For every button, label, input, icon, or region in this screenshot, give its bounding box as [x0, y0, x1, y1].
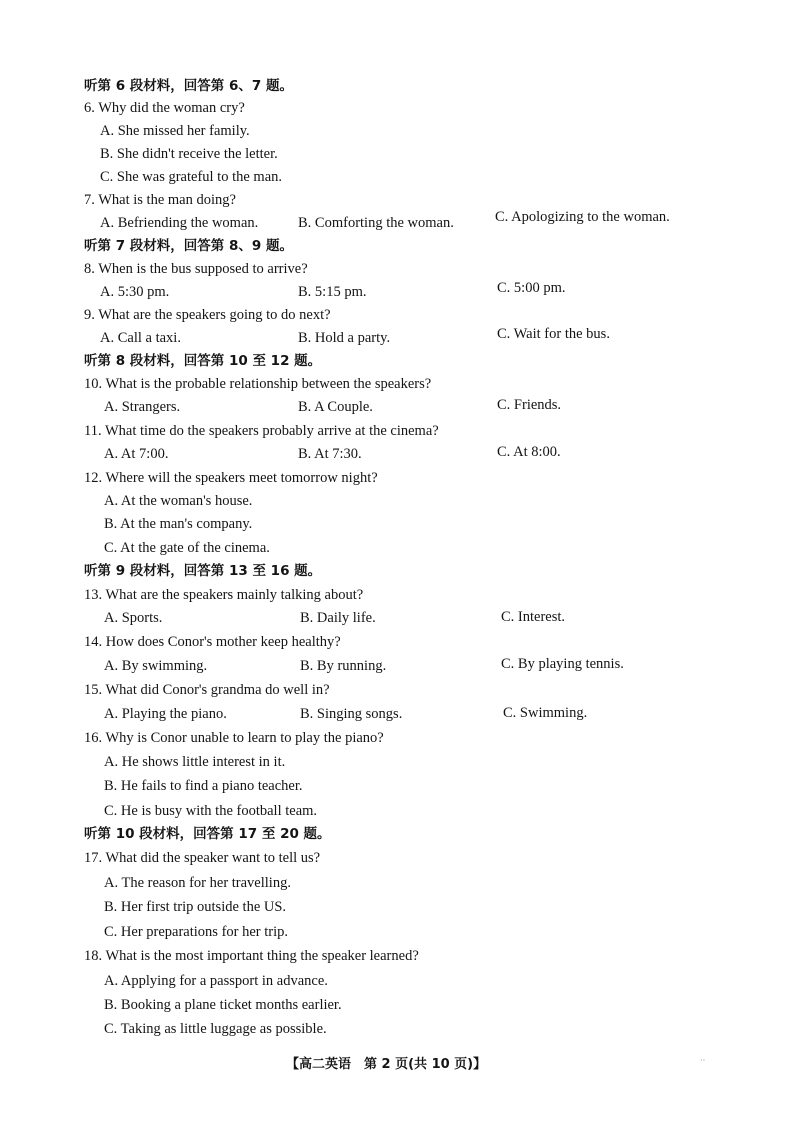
question-11-stem: 11. What time do the speakers probably arrive at the cinema? [84, 423, 439, 439]
question-15-option-b: B. Singing songs. [300, 706, 403, 722]
question-8-option-a: A. 5:30 pm. [100, 284, 170, 300]
question-18-option-a: A. Applying for a passport in advance. [104, 973, 328, 989]
question-12-option-b: B. At the man's company. [104, 516, 253, 532]
question-16-option-c: C. He is busy with the football team. [104, 803, 318, 819]
question-12-option-a: A. At the woman's house. [104, 493, 253, 509]
question-17-option-c: C. Her preparations for her trip. [104, 924, 289, 940]
section-header-10: 听第 10 段材料，回答第 17 至 20 题。 [84, 826, 331, 842]
question-15-option-a: A. Playing the piano. [104, 706, 227, 722]
question-7-option-a: A. Befriending the woman. [100, 215, 259, 231]
question-7-stem: 7. What is the man doing? [84, 192, 236, 208]
question-7-option-b: B. Comforting the woman. [298, 215, 454, 231]
corner-mark: ·· [700, 1056, 706, 1065]
question-6-option-c: C. She was grateful to the man. [100, 169, 283, 185]
question-8-stem: 8. When is the bus supposed to arrive? [84, 261, 308, 277]
question-13-option-b: B. Daily life. [300, 610, 376, 626]
section-header-6: 听第 6 段材料，回答第 6、7 题。 [84, 78, 293, 94]
question-6-option-b: B. She didn't receive the letter. [100, 146, 278, 162]
question-11-option-a: A. At 7:00. [104, 446, 169, 462]
question-15-stem: 15. What did Conor's grandma do well in? [84, 682, 330, 698]
question-17-stem: 17. What did the speaker want to tell us? [84, 850, 321, 866]
question-9-stem: 9. What are the speakers going to do next? [84, 307, 331, 323]
question-9-option-b: B. Hold a party. [298, 330, 391, 346]
question-11-option-b: B. At 7:30. [298, 446, 362, 462]
question-9-option-c: C. Wait for the bus. [497, 326, 610, 342]
question-13-option-c: C. Interest. [501, 609, 566, 625]
question-14-option-a: A. By swimming. [104, 658, 208, 674]
question-6-option-a: A. She missed her family. [100, 123, 250, 139]
question-10-option-a: A. Strangers. [104, 399, 181, 415]
question-8-option-c: C. 5:00 pm. [497, 280, 566, 296]
question-14-option-c: C. By playing tennis. [501, 656, 624, 672]
question-9-option-a: A. Call a taxi. [100, 330, 181, 346]
question-14-stem: 14. How does Conor's mother keep healthy? [84, 634, 341, 650]
question-13-stem: 13. What are the speakers mainly talking about? [84, 587, 364, 603]
question-16-option-a: A. He shows little interest in it. [104, 754, 286, 770]
question-13-option-a: A. Sports. [104, 610, 163, 626]
question-18-stem: 18. What is the most important thing the speaker learned? [84, 948, 419, 964]
question-18-option-c: C. Taking as little luggage as possible. [104, 1021, 327, 1037]
question-11-option-c: C. At 8:00. [497, 444, 561, 460]
section-header-9: 听第 9 段材料，回答第 13 至 16 题。 [84, 563, 322, 579]
question-17-option-a: A. The reason for her travelling. [104, 875, 291, 891]
question-15-option-c: C. Swimming. [503, 705, 588, 721]
question-10-option-c: C. Friends. [497, 397, 562, 413]
question-18-option-b: B. Booking a plane ticket months earlier. [104, 997, 342, 1013]
question-6-stem: 6. Why did the woman cry? [84, 100, 245, 116]
question-12-stem: 12. Where will the speakers meet tomorrow night? [84, 470, 378, 486]
question-8-option-b: B. 5:15 pm. [298, 284, 367, 300]
question-16-option-b: B. He fails to find a piano teacher. [104, 778, 303, 794]
page-footer: 【高二英语 第 2 页(共 10 页)】 [286, 1057, 487, 1072]
question-7-option-c: C. Apologizing to the woman. [495, 209, 670, 225]
question-16-stem: 16. Why is Conor unable to learn to play the piano? [84, 730, 384, 746]
question-10-stem: 10. What is the probable relationship between the speakers? [84, 376, 432, 392]
question-14-option-b: B. By running. [300, 658, 387, 674]
question-12-option-c: C. At the gate of the cinema. [104, 540, 270, 556]
question-10-option-b: B. A Couple. [298, 399, 373, 415]
question-17-option-b: B. Her first trip outside the US. [104, 899, 287, 915]
section-header-7: 听第 7 段材料，回答第 8、9 题。 [84, 238, 293, 254]
section-header-8: 听第 8 段材料，回答第 10 至 12 题。 [84, 353, 322, 369]
